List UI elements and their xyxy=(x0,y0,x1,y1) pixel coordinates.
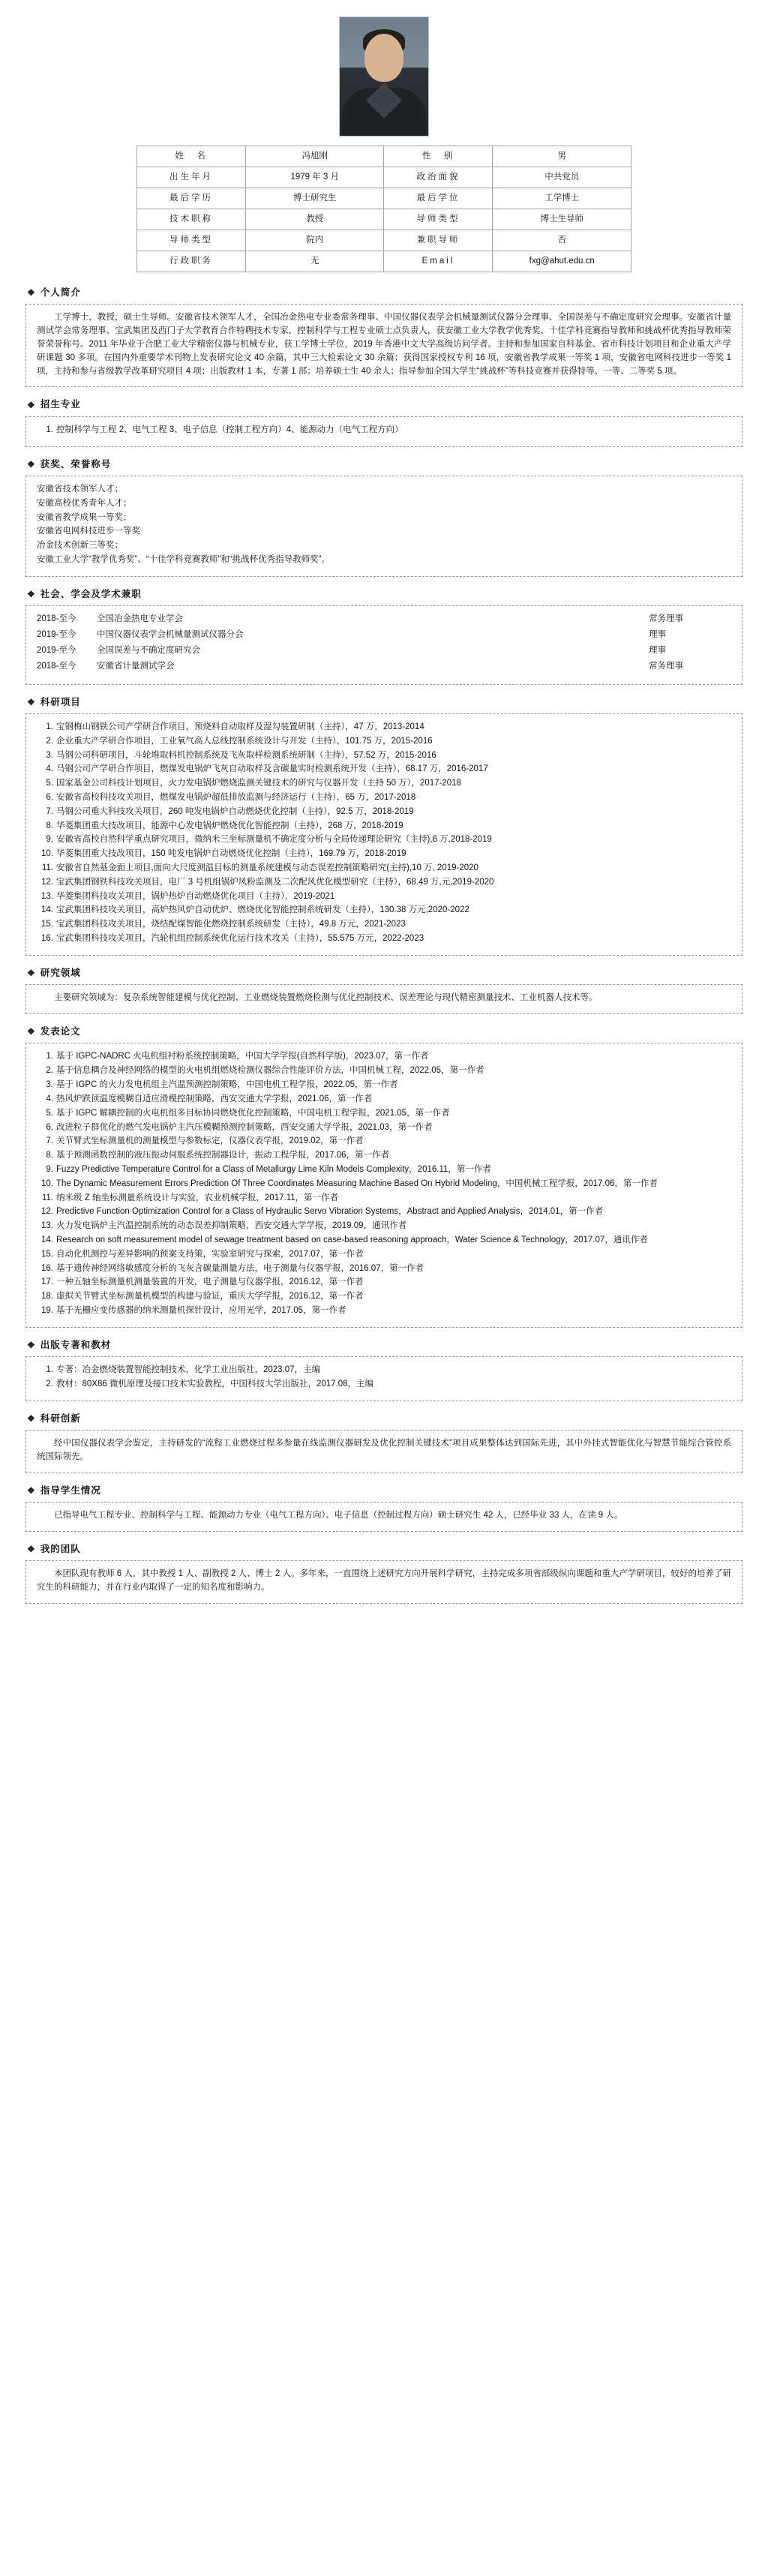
section-body xyxy=(26,416,742,447)
info-label: 行政职务 xyxy=(137,251,246,272)
table-row xyxy=(137,188,632,209)
info-value: 博士研究生 xyxy=(245,188,384,209)
portrait-head xyxy=(364,34,404,82)
section-heading xyxy=(27,1412,742,1426)
section-heading xyxy=(27,458,742,472)
books-list xyxy=(37,1364,731,1392)
list-item: 宝武集团科技攻关项目，高炉热风炉自动优炉、燃烧优化智能控制系统研发（主持），130.38 万元,2020-2022 xyxy=(56,905,470,915)
info-value: 教授 xyxy=(245,209,384,230)
diamond-bullet-icon: ❖ xyxy=(27,589,36,600)
info-value: 冯旭刚 xyxy=(245,146,384,167)
info-label: 兼职导师 xyxy=(384,230,493,251)
society-period: 2018-至今 xyxy=(37,661,76,671)
list-item: 安徽高校优秀青年人才； xyxy=(37,498,132,508)
list-item: 热风炉跌顶温度模糊自适应滑模控制策略，西安交通大学学报，2021.06，第一作者 xyxy=(56,1094,373,1103)
diamond-bullet-icon: ❖ xyxy=(27,696,36,707)
diamond-bullet-icon: ❖ xyxy=(27,399,36,410)
section-title-text: 发表论文 xyxy=(40,1026,81,1037)
list-item: 企业重大产学研合作项目，工业氧气高人总线控制系统设计与开发（主持），101.75 万，2015-2016 xyxy=(56,736,433,746)
list-item: 安徽省技术领军人才； xyxy=(37,485,123,494)
diamond-bullet-icon: ❖ xyxy=(27,1544,36,1555)
diamond-bullet-icon: ❖ xyxy=(27,1485,36,1497)
info-value: 工学博士 xyxy=(493,188,632,209)
table-row xyxy=(137,230,632,251)
section-body xyxy=(26,713,742,956)
section-title-text: 获奖、荣誉称号 xyxy=(40,458,112,470)
list-item: 安徽省自然基金面上项目,面向大尺度测温目标的测量系统建模与动态误差控制策略研究(主持),10 万, 2019-2020 xyxy=(56,863,478,872)
personal-info-table xyxy=(136,146,632,272)
info-label: 最后学位 xyxy=(384,188,493,209)
society-role: 常务理事 xyxy=(649,614,683,624)
list-item: 华菱集团重大技改项目，能源中心发电锅炉燃烧优化智能控制（主持），268 万，2018-2019 xyxy=(56,821,404,830)
list-item: 基于 IGPC 的火力发电机组主汽温预测控制策略，中国电机工程学报，2022.05，第一作者 xyxy=(56,1080,398,1090)
section-heading xyxy=(27,398,742,412)
list-item: 宝武集团科技攻关项目，烧结配煤智能化燃烧控制系统研发（主持），49.8 万元，2021-2023 xyxy=(56,920,406,929)
info-label: Email xyxy=(384,251,493,272)
section-books xyxy=(26,1338,742,1401)
section-heading xyxy=(27,1542,742,1557)
section-body xyxy=(26,1560,742,1604)
paragraph: 已指导电气工程专业、控制科学与工程、能源动力专业（电气工程方向）、电子信息（控制过程方向）硕士研究生 42 人，已经毕业 33 人，在读 9 人。 xyxy=(54,1511,623,1521)
info-label: 政治面貌 xyxy=(384,167,493,188)
section-body xyxy=(26,1502,742,1532)
info-label: 出生年月 xyxy=(137,167,246,188)
list-item xyxy=(37,629,731,642)
info-label: 姓 名 xyxy=(137,146,246,167)
info-label: 最后学历 xyxy=(137,188,246,209)
section-title-text: 社会、学会及学术兼职 xyxy=(40,588,142,599)
info-value email-value[interactable]: fxg@ahut.edu.cn xyxy=(493,251,632,272)
section-body xyxy=(26,605,742,684)
info-value: 否 xyxy=(493,230,632,251)
section-enrollment xyxy=(26,398,742,446)
list-item: 纳米级 Z 轴坐标测量系统设计与实验，农业机械学报，2017.11，第一作者 xyxy=(56,1193,339,1202)
section-body xyxy=(26,476,742,577)
list-item: 宝武集团科技攻关项目，汽轮机组控制系统优化运行技术攻关（主持），55.575 万元，2022-2023 xyxy=(56,934,424,944)
paragraph: 主要研究领域为：复杂系统智能建模与优化控制、工业燃烧装置燃烧检测与优化控制技术、误差理论与现代精密测量技术、工业机器人技术等。 xyxy=(54,993,598,1003)
section-body xyxy=(26,984,742,1014)
section-students xyxy=(26,1484,742,1532)
section-title-text: 科研项目 xyxy=(40,696,81,707)
list-item: 安徽省高校科技攻关项目，燃煤发电锅炉超低排放监测与经济运行（主持），65 万，2017-2018 xyxy=(56,792,416,802)
portrait-photo xyxy=(339,17,429,137)
info-label: 性 别 xyxy=(384,146,493,167)
info-value: 院内 xyxy=(245,230,384,251)
section-body xyxy=(26,1356,742,1401)
list-item: 教材：80X86 微机原理及接口技术实验教程，中国科技大学出版社，2017.08，主编 xyxy=(56,1380,374,1389)
society-period: 2019-至今 xyxy=(37,630,76,640)
paragraph: 工学博士，教授，硕士生导师。安徽省技术领军人才，全国冶金热电专业委常务理事、中国仪器仪表学会机械量测试仪器分会理事、全国误差与不确定度研究会理事。安徽省计量测试学会常务理事、宝武集团及西门子大学教育合作特聘技术专家，控制科学与工程专业硕士点负责人，获安徽工业大学教学优秀奖、十佳学科竞赛指导教师和挑战杯优秀指导教师荣誉荣誉称号。2011 年毕业于合肥工业大学精密仪器与机械专业，获工学博士学位，2019 年香港中文大学高级访问学者。主持和参加国家自科基金、省市科技计划项目和企业重大产学研课题 30 多项。在国内外重要学术刊物上发表研究论文 40 余篇，其中三大检索论文 30 余篇；获得国家授权专利 16 项，安徽省教学成果一等奖 1 项，安徽省电网科技进步一等奖 1 项，主持和参与省级教学改革研究项目 4 项；出版教材 1 本，专著 1 部；培养硕士生 40 余人；指导参加全国大学生“挑战杯”等科技竞赛并获得特等、一等、二等奖 5 项。 xyxy=(37,313,731,376)
section-heading xyxy=(27,695,742,710)
societies-list xyxy=(37,613,731,673)
info-value: 无 xyxy=(245,251,384,272)
portrait-container xyxy=(26,17,742,137)
list-item: 马钢公司科研项目，斗轮堆取料机控制系统及飞灰取样检测系统研制（主持），57.52 万，2015-2016 xyxy=(56,750,436,760)
table-row xyxy=(137,146,632,167)
info-value: 中共党员 xyxy=(493,167,632,188)
section-title-text: 招生专业 xyxy=(40,399,81,410)
section-honors xyxy=(26,458,742,577)
section-societies xyxy=(26,587,742,685)
society-name: 全国误差与不确定度研究会 xyxy=(97,645,200,655)
list-item: 基于 IGPC 解耦控制的火电机组多目标协同燃烧优化控制策略，中国电机工程学报，2021.05，第一作者 xyxy=(56,1108,450,1118)
list-item: 基于 IGPC-NADRC 火电机组衬粉系统控制策略，中国大学学报(自然科学版)，2023.07，第一作者 xyxy=(56,1052,429,1061)
list-item: 国家基金公司科技计划项目，火力发电锅炉燃烧监测关键技术的研究与仪器开发（主持 50 万），2017-2018 xyxy=(56,779,461,788)
list-item: Fuzzy Predictive Temperature Control for a Class of Metallurgy Lime Kiln Models Complexity，2016.11，第一作者 xyxy=(56,1164,491,1174)
diamond-bullet-icon: ❖ xyxy=(27,1026,36,1037)
section-heading xyxy=(27,1484,742,1498)
list-item: 安徽工业大学“教学优秀奖”、“十佳学科竞赛教师”和“挑战杯优秀指导教师奖”。 xyxy=(37,555,330,565)
list-item: 宝武集团钢铁科技攻关项目，电厂 3 号机组锅炉风粉监测及二次配风优化模型研究（主持），68.49 万,元,2019-2020 xyxy=(56,877,494,887)
diamond-bullet-icon: ❖ xyxy=(27,968,36,979)
info-label: 导师类型 xyxy=(137,230,246,251)
section-body xyxy=(26,1043,742,1327)
section-title-text: 研究领域 xyxy=(40,967,81,978)
list-item: 改进粒子群优化的燃气发电锅炉主汽压模糊预测控制策略，西安交通大学学报，2021.03，第一作者 xyxy=(56,1122,433,1132)
society-name: 全国冶金热电专业学会 xyxy=(97,614,183,624)
list-item xyxy=(37,613,731,626)
info-label: 导师类型 xyxy=(384,209,493,230)
society-role: 常务理事 xyxy=(649,661,683,671)
section-title-text: 出版专著和教材 xyxy=(40,1339,112,1350)
list-item: Predictive Function Optimization Control for a Class of Hydraulic Servo Vibration Systems，Abstract and Applied Analysis，2014.01，第一作者 xyxy=(56,1207,604,1217)
society-role: 理事 xyxy=(649,630,666,640)
section-body xyxy=(26,304,742,387)
section-research-areas xyxy=(26,966,742,1014)
section-projects xyxy=(26,695,742,956)
list-item: 马钢公司重大科技攻关项目，260 吨发电锅炉自动燃烧优化控制（主持），92.5 万，2018-2019 xyxy=(56,806,414,816)
list-item: The Dynamic Measurement Errors Prediction Of Three Coordinates Measuring Machine Based On Hybrid Modeling，中国机械工程学报，2017.06，第一作者 xyxy=(56,1178,658,1188)
section-title-text: 我的团队 xyxy=(40,1544,81,1555)
enrollment-list xyxy=(37,424,731,437)
list-item: 自动化机测控与差异影响的预案支持策，实验室研究与探索，2017.07，第一作者 xyxy=(56,1249,364,1259)
honors-list xyxy=(37,483,731,567)
diamond-bullet-icon: ❖ xyxy=(27,287,36,299)
section-heading xyxy=(27,587,742,602)
list-item: 安徽省教学成果一等奖； xyxy=(37,512,132,522)
section-title-text: 个人简介 xyxy=(40,287,81,298)
list-item: 基于预测函数控制的液压振动伺服系统控制器设计，振动工程学报，2017.06，第一作者 xyxy=(56,1151,390,1160)
list-item: 冶金技术创新三等奖； xyxy=(37,541,123,551)
society-name: 中国仪器仪表学会机械量测试仪器分会 xyxy=(97,630,244,640)
list-item xyxy=(37,644,731,658)
society-period: 2018-至今 xyxy=(37,614,76,624)
section-team xyxy=(26,1542,742,1604)
list-item: 华菱集团重大技改项目，150 吨发电锅炉自动燃烧优化控制（主持），169.79 万，2018-2019 xyxy=(56,849,406,859)
section-body xyxy=(26,1430,742,1473)
diamond-bullet-icon: ❖ xyxy=(27,1340,36,1351)
society-role: 理事 xyxy=(649,645,666,655)
table-row xyxy=(137,167,632,188)
diamond-bullet-icon: ❖ xyxy=(27,459,36,470)
section-heading xyxy=(27,1338,742,1353)
section-innovation xyxy=(26,1412,742,1473)
list-item: 华菱集团科技攻关项目，锅炉热炉自动燃烧优化项目（主持），2019-2021 xyxy=(56,891,335,901)
list-item: 火力发电锅炉主汽温控制系统的动态误差抑制策略，西安交通大学学报，2019.09，通讯作者 xyxy=(56,1221,407,1231)
list-item: 马钢公司产学研合作项目，燃煤发电锅炉飞灰自动取样及含碳量实时检测系统开发（主持），68.17 万，2016-2017 xyxy=(56,764,488,774)
info-value: 1979 年 3 月 xyxy=(245,167,384,188)
section-title-text: 指导学生情况 xyxy=(40,1485,101,1496)
society-period: 2019-至今 xyxy=(37,645,76,655)
list-item: 安徽省电网科技进步一等奖 xyxy=(37,527,140,536)
section-papers xyxy=(26,1025,742,1328)
info-value: 男 xyxy=(493,146,632,167)
list-item: 安徽省高校自然科学重点研究项目，微纳米三坐标测量机不确定度分析与全局传递理论研究（主持),6 万,2018-2019 xyxy=(56,835,492,845)
list-item: 虚拟关节臂式坐标测量机模型的构建与验证，重庆大学学报，2016.12，第一作者 xyxy=(56,1292,364,1302)
list-item: 一种五轴坐标测量机测量装置的开发，电子测量与仪器学报，2016.12，第一作者 xyxy=(56,1277,364,1287)
list-item: Research on soft measurement model of sewage treatment based on case-based reasoning approach，Water Science & Technology，2017.07，通讯作者 xyxy=(56,1235,648,1244)
table-row xyxy=(137,209,632,230)
society-name: 安徽省计量测试学会 xyxy=(97,661,175,671)
diamond-bullet-icon: ❖ xyxy=(27,1413,36,1425)
papers-list xyxy=(37,1050,731,1317)
paragraph: 经中国仪器仪表学会鉴定，主持研发的“流程工业燃烧过程多参量在线监测仪器研发及优化控制关键技术”项目成果整体达到国际先进，其中外挂式智能优化与智慧节能综合管控系统国际领先。 xyxy=(37,1439,731,1462)
list-item: 基于光栅应变传感器的纳米测量机探针设计，应用光学，2017.05，第一作者 xyxy=(56,1306,346,1316)
section-title-text: 科研创新 xyxy=(40,1413,81,1424)
section-heading xyxy=(27,286,742,300)
section-heading xyxy=(27,966,742,980)
list-item: 专著：冶金燃烧装置智能控制技术，化学工业出版社，2023.07，主编 xyxy=(56,1365,321,1375)
projects-list xyxy=(37,721,731,946)
list-item: 宝钢梅山钢铁公司产学研合作项目，预烧料自动取样及湿勾装置研制（主持），47 万，2013-2014 xyxy=(56,722,424,731)
info-value: 博士生导师 xyxy=(493,209,632,230)
section-profile xyxy=(26,286,742,387)
info-label: 技术职称 xyxy=(137,209,246,230)
list-item: 关节臂式坐标测量机的测量模型与参数标定，仪器仪表学报，2019.02，第一作者 xyxy=(56,1136,364,1146)
list-item: 控制科学与工程 2、电气工程 3、电子信息（控制工程方向）4、能源动力（电气工程方向） xyxy=(56,425,404,434)
section-heading xyxy=(27,1025,742,1039)
list-item xyxy=(37,660,731,674)
list-item: 基于信息耦合及神经网络的模型的火电机组燃烧检测仪器综合性能评价方法，中国机械工程，2022.05，第一作者 xyxy=(56,1066,484,1076)
list-item: 基于遗传神经网络敏感度分析的飞灰含碳量测量方法，电子测量与仪器学报，2016.07，第一作者 xyxy=(56,1263,424,1273)
paragraph: 本团队现有教师 6 人，其中教授 1 人、副教授 2 人、博士 2 人。多年来，一直围绕上述研究方向开展科学研究，主持完成多项省部级纵向课题和重大产学研项目，较好的培养了研究生的科研能力，并在行业内取得了一定的知名度和影响力。 xyxy=(37,1569,731,1593)
table-row xyxy=(137,251,632,272)
